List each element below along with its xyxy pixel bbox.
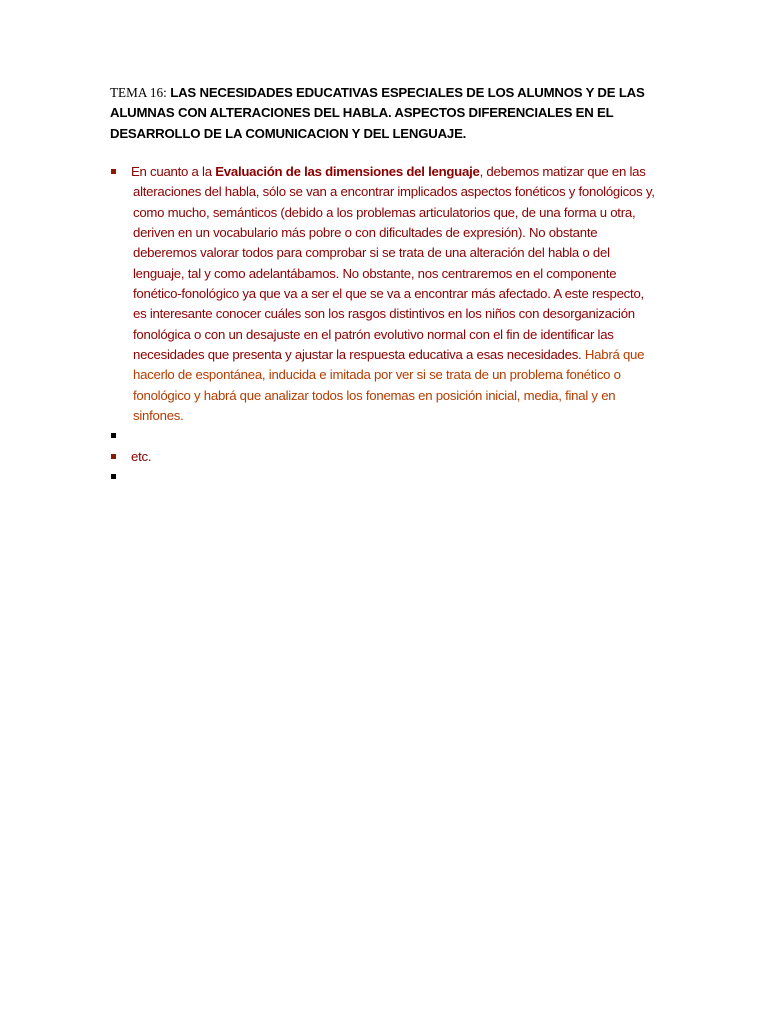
bullet-list [110, 162, 655, 488]
item-bold-heading: Evaluación de las dimensiones del lenguaje [215, 164, 480, 179]
square-bullet-icon [111, 169, 116, 174]
list-item-empty [110, 426, 655, 446]
item-highlight: Habrá que hacerlo de espontánea, inducida e imitada por ver si se trata de un problema fonético o fonológico y habrá que analizar todos los fonemas en posición inicial, media, final y en sinfones. [133, 347, 645, 424]
list-item [110, 162, 655, 426]
item-etc: etc. [131, 448, 152, 464]
title-text: LAS NECESIDADES EDUCATIVAS ESPECIALES DE LOS ALUMNOS Y DE LAS ALUMNAS CON ALTERACIONES DEL HABLA. ASPECTOS DIFERENCIALES EN EL DESARROLLO DE LA COMUNICACION Y DEL LENGUAJE. [110, 85, 645, 141]
title-prefix: TEMA 16: [110, 85, 167, 100]
item-intro: En cuanto a la [131, 164, 216, 179]
list-item-empty [110, 467, 655, 487]
square-bullet-icon [111, 474, 116, 479]
list-item [110, 447, 655, 467]
item-body: , debemos matizar que en las alteraciones del habla, sólo se van a encontrar implicados aspectos fonéticos y fonológicos y, como mucho, semánticos (debido a los problemas articulatorios que, de una forma u otra, deriven en un vocabulario más pobre o con dificultades de expresión). No obstante deberemos valorar todos para comprobar si se trata de una alteración del habla o del lenguaje, tal y como adelantábamos. No obstante, nos centraremos en el componente fonético-fonológico ya que va a ser el que se va a encontrar más afectado. A este respecto, es interesante conocer cuáles son los rasgos distintivos en los niños con desorganización fonológica o con un desajuste en el patrón evolutivo normal con el fin de identificar las necesidades que presenta y ajustar la respuesta educativa a esas necesidades. [133, 164, 655, 363]
document-title [110, 83, 650, 144]
square-bullet-icon [111, 454, 116, 459]
square-bullet-icon [111, 433, 116, 438]
